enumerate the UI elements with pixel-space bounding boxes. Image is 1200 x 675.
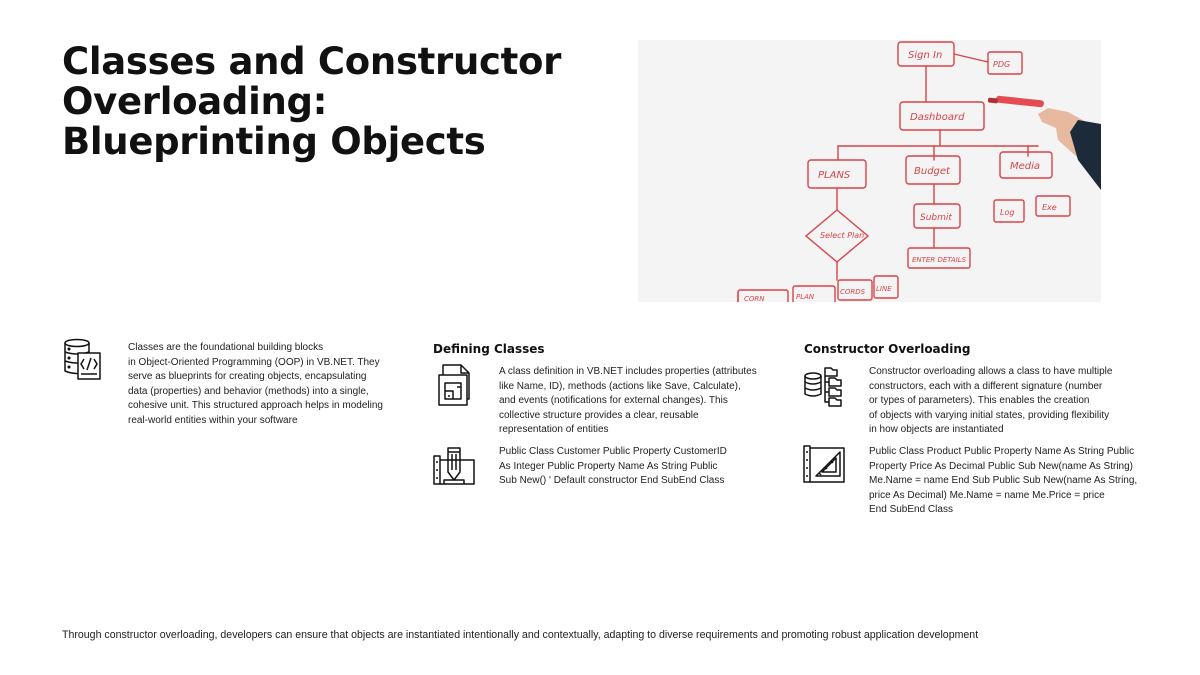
whiteboard-text: PLAN [796, 293, 815, 301]
constructor-overloading-heading: Constructor Overloading [804, 342, 971, 356]
text-line: and events (notifications for external changes). This [499, 395, 728, 407]
whiteboard-text: Media [1010, 161, 1041, 172]
ruler-blueprint-icon [802, 442, 846, 486]
text-line: in Object-Oriented Programming (OOP) in VB.NET. They [128, 356, 380, 368]
defining-classes-paragraph [499, 365, 757, 438]
title-line: Classes and Constructor [62, 40, 562, 83]
text-line: representation of entities [499, 424, 609, 436]
whiteboard-text: PDG [993, 60, 1011, 69]
text-line: real-world entities within your software [128, 414, 298, 426]
text-line: cohesive unit. This structured approach helps in modeling [128, 400, 383, 412]
whiteboard-text: CORDS [840, 288, 866, 296]
whiteboard-text: Submit [920, 213, 952, 223]
text-line: collective structure provides a clear, reusable [499, 409, 699, 421]
whiteboard-text: Budget [914, 166, 950, 177]
text-line: data (properties) and behavior (methods) into a single, [128, 385, 369, 397]
text-line: Property Price As Decimal Public Sub New(name As String) [869, 460, 1133, 472]
intro-paragraph [128, 341, 383, 429]
database-code-icon [62, 337, 106, 381]
text-line: price As Decimal) Me.Name = name Me.Price = price [869, 489, 1105, 501]
whiteboard-photo [638, 40, 1101, 302]
whiteboard-text: ENTER DETAILS [912, 256, 967, 264]
text-line: As Integer Public Property Name As String Public [499, 460, 718, 472]
whiteboard-text: Dashboard [910, 112, 965, 123]
text-line: of objects with varying initial states, providing flexibility [869, 409, 1110, 421]
text-line: in how objects are instantiated [869, 424, 1004, 436]
title-line: Blueprinting Objects [62, 120, 486, 163]
text-line: A class definition in VB.NET includes properties (attributes [499, 366, 757, 377]
whiteboard-text: Exe [1042, 203, 1057, 212]
text-line: Sub New() ' Default constructor End SubEnd Class [499, 475, 725, 487]
text-line: Classes are the foundational building blocks [128, 342, 324, 353]
pencil-drafting-icon [432, 442, 476, 486]
footer-summary: Through constructor overloading, developers can ensure that objects are instantiated intentionally and contextually, adapting to diverse requirements and promoting robust application development [62, 629, 979, 641]
slide-title [62, 42, 602, 162]
text-line: Me.Name = name End Sub Public Sub New(name As String, [869, 475, 1138, 487]
database-hierarchy-icon [803, 364, 847, 408]
whiteboard-text: CORN [744, 295, 765, 302]
blueprint-document-icon [435, 363, 479, 407]
whiteboard-flowchart-image [638, 40, 1101, 302]
text-line: Constructor overloading allows a class to have multiple [869, 366, 1113, 377]
whiteboard-text: Sign In [908, 50, 943, 61]
product-class-code [869, 445, 1137, 518]
defining-classes-heading: Defining Classes [433, 342, 545, 356]
text-line: Public Class Product Public Property Name As String Public [869, 446, 1135, 457]
title-line: Overloading: [62, 80, 328, 123]
text-line: constructors, each with a different signature (number [869, 380, 1103, 392]
text-line: Public Class Customer Public Property CustomerID [499, 446, 727, 457]
whiteboard-text: Log [1000, 208, 1015, 217]
customer-class-code [499, 445, 727, 489]
text-line: like Name, ID), methods (actions like Save, Calculate), [499, 380, 741, 392]
whiteboard-text: PLANS [818, 170, 851, 181]
whiteboard-text: Select Plan [820, 231, 865, 240]
text-line: serve as blueprints for creating objects, encapsulating [128, 371, 367, 383]
text-line: End SubEnd Class [869, 504, 953, 516]
text-line: or types of parameters). This enables the creation [869, 395, 1090, 407]
whiteboard-text: LINE [876, 285, 892, 293]
constructor-overloading-paragraph [869, 365, 1112, 438]
